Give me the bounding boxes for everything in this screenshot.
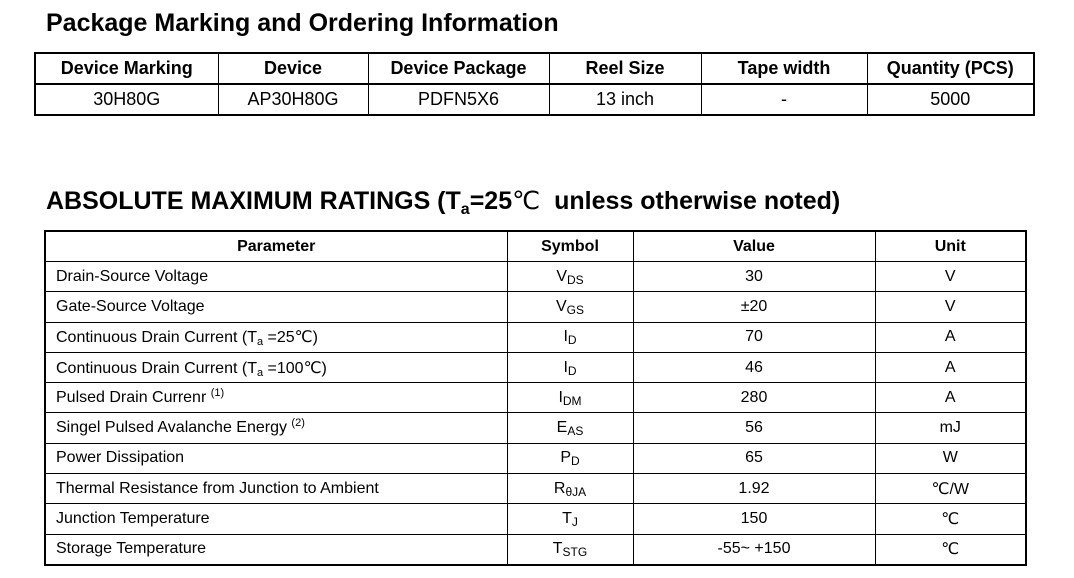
header-parameter: Parameter xyxy=(45,231,507,262)
ordering-data-row xyxy=(35,84,1034,115)
symbol-cell: VDS xyxy=(507,262,633,292)
symbol-cell: TJ xyxy=(507,504,633,534)
value-cell: ±20 xyxy=(633,292,875,322)
header-unit: Unit xyxy=(875,231,1026,262)
ordering-table xyxy=(34,52,1035,116)
symbol-cell: EAS xyxy=(507,413,633,443)
header-quantity: Quantity (PCS) xyxy=(867,53,1034,84)
unit-cell: ℃ xyxy=(875,534,1026,565)
symbol-cell: PD xyxy=(507,443,633,473)
symbol-cell: IDM xyxy=(507,383,633,413)
header-reel-size: Reel Size xyxy=(549,53,701,84)
cell-device-package: PDFN5X6 xyxy=(368,84,549,115)
parameter-cell: Junction Temperature xyxy=(45,504,507,534)
cell-device-marking: 30H80G xyxy=(35,84,218,115)
symbol-cell: TSTG xyxy=(507,534,633,565)
value-cell: -55~ +150 xyxy=(633,534,875,565)
table-row xyxy=(45,504,1026,534)
cell-device: AP30H80G xyxy=(218,84,368,115)
ordering-header-row xyxy=(35,53,1034,84)
unit-cell: A xyxy=(875,383,1026,413)
cell-quantity: 5000 xyxy=(867,84,1034,115)
unit-cell: A xyxy=(875,352,1026,382)
header-tape-width: Tape width xyxy=(701,53,867,84)
value-cell: 56 xyxy=(633,413,875,443)
cell-reel-size: 13 inch xyxy=(549,84,701,115)
unit-cell: V xyxy=(875,262,1026,292)
value-cell: 46 xyxy=(633,352,875,382)
value-cell: 280 xyxy=(633,383,875,413)
value-cell: 70 xyxy=(633,322,875,352)
table-row xyxy=(45,474,1026,504)
value-cell: 65 xyxy=(633,443,875,473)
unit-cell: mJ xyxy=(875,413,1026,443)
parameter-cell: Thermal Resistance from Junction to Ambient xyxy=(45,474,507,504)
parameter-cell: Power Dissipation xyxy=(45,443,507,473)
table-row xyxy=(45,534,1026,565)
symbol-cell: VGS xyxy=(507,292,633,322)
parameter-cell: Continuous Drain Current (Ta =25℃) xyxy=(45,322,507,352)
parameter-cell: Pulsed Drain Currenr $^{(1)}$ xyxy=(45,383,507,413)
unit-cell: ℃ xyxy=(875,504,1026,534)
symbol-cell: ID xyxy=(507,352,633,382)
unit-cell: A xyxy=(875,322,1026,352)
header-device-marking: Device Marking xyxy=(35,53,218,84)
unit-cell: ℃/W xyxy=(875,474,1026,504)
unit-cell: V xyxy=(875,292,1026,322)
parameter-cell: Continuous Drain Current (Ta =100℃) xyxy=(45,352,507,382)
value-cell: 1.92 xyxy=(633,474,875,504)
ordering-title: Package Marking and Ordering Information xyxy=(46,9,559,37)
ratings-table xyxy=(44,230,1027,566)
table-row xyxy=(45,352,1026,382)
header-device: Device xyxy=(218,53,368,84)
table-row xyxy=(45,262,1026,292)
parameter-cell: Drain-Source Voltage xyxy=(45,262,507,292)
table-row xyxy=(45,413,1026,443)
parameter-cell: Gate-Source Voltage xyxy=(45,292,507,322)
parameter-cell: Storage Temperature xyxy=(45,534,507,565)
table-row xyxy=(45,322,1026,352)
unit-cell: W xyxy=(875,443,1026,473)
table-row xyxy=(45,292,1026,322)
table-row xyxy=(45,443,1026,473)
header-value: Value xyxy=(633,231,875,262)
parameter-cell: Singel Pulsed Avalanche Energy $^{(2)}$ xyxy=(45,413,507,443)
header-device-package: Device Package xyxy=(368,53,549,84)
symbol-cell: ID xyxy=(507,322,633,352)
ratings-title: ABSOLUTE MAXIMUM RATINGS ($T_a=25℃$ unless otherwise noted) xyxy=(46,187,841,218)
header-symbol: Symbol xyxy=(507,231,633,262)
value-cell: 30 xyxy=(633,262,875,292)
ratings-header-row xyxy=(45,231,1026,262)
table-row xyxy=(45,383,1026,413)
value-cell: 150 xyxy=(633,504,875,534)
cell-tape-width: - xyxy=(701,84,867,115)
symbol-cell: RθJA xyxy=(507,474,633,504)
